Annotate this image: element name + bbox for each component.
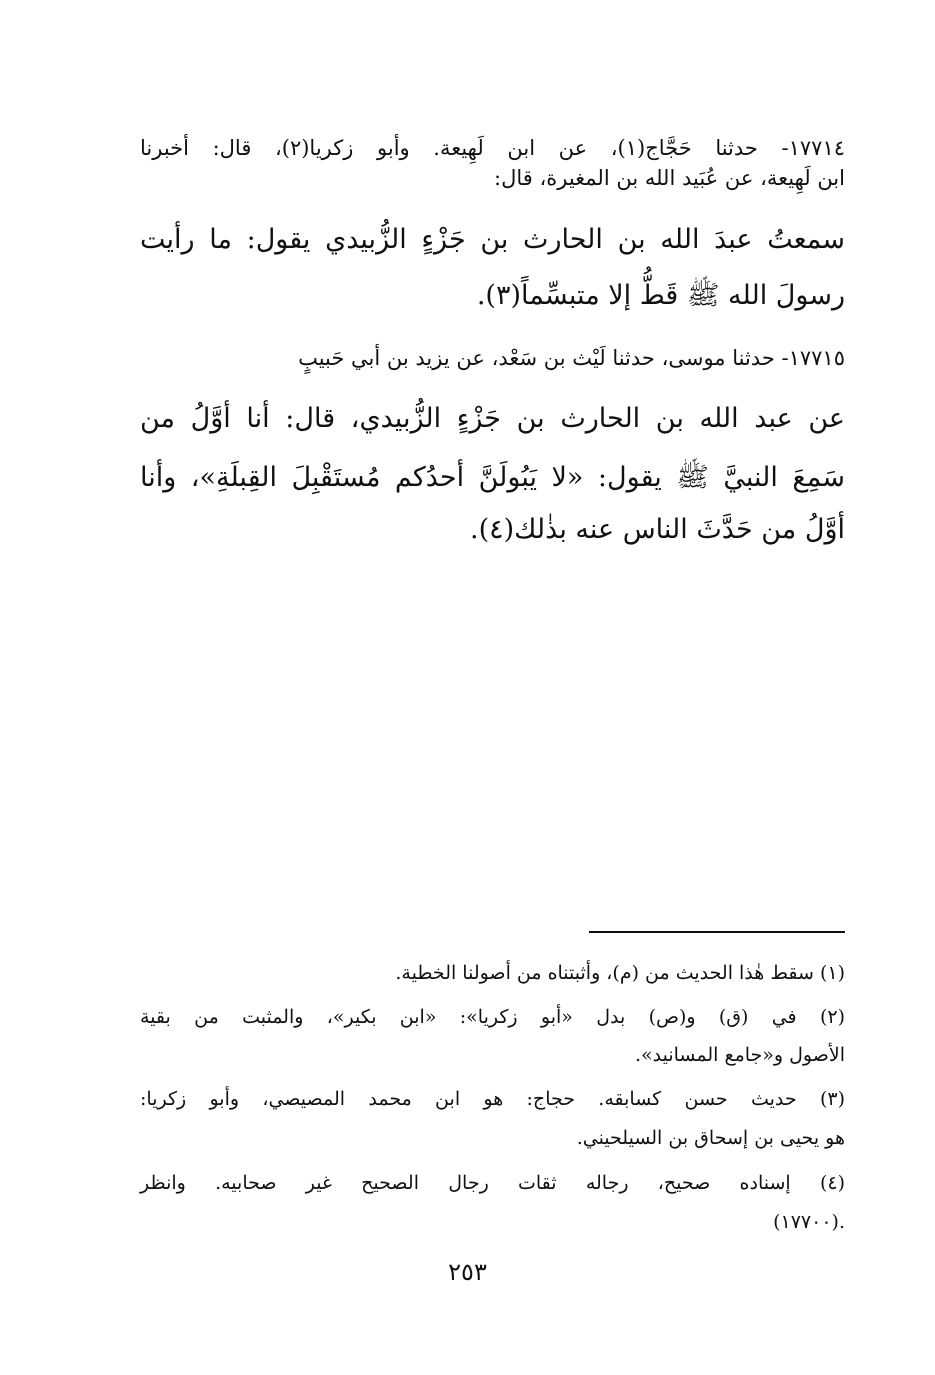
hadith-17715-matn-line-1: عن عبد الله بن الحارث بن جَزْءٍ الزُّبيدي، قال: أنا أوَّلُ من — [140, 403, 845, 434]
footnote-3-line-2: هو يحيى بن إسحاق بن السيلحيني. — [576, 1127, 845, 1149]
footnote-2-line-2: الأصول و«جامع المسانيد». — [634, 1044, 845, 1066]
hadith-17715-matn-line-2: سَمِعَ النبيَّ ﷺ يقول: «لا يَبُولَنَّ أحدُكم مُستَقْبِلَ القِبلَةِ»، وأنا — [140, 462, 845, 493]
hadith-17715-matn-line-3: أوَّلُ من حَدَّثَ الناس عنه بذٰلك(٤). — [469, 514, 845, 545]
hadith-17714-matn-line-1: سمعتُ عبدَ الله بن الحارث بن جَزْءٍ الزُّبيدي يقول: ما رأيت — [140, 224, 845, 255]
footnote-2-line-1: (٢) في (ق) و(ص) بدل «أبو زكريا»: «ابن بكير»، والمثبت من بقية — [140, 1006, 845, 1028]
hadith-17715-isnad-line-1: ١٧٧١٥- حدثنا موسى، حدثنا لَيْث بن سَعْد، عن يزيد بن أبي حَبيبٍ — [298, 346, 845, 370]
hadith-17714-matn-line-2: رسولَ الله ﷺ قَطُّ إلا متبسِّماً(٣). — [476, 280, 845, 311]
hadith-17714-isnad-line-1: ١٧٧١٤- حدثنا حَجَّاج(١)، عن ابن لَهِيعة. وأبو زكريا(٢)، قال: أخبرنا — [140, 136, 846, 160]
page-number: ٢٥٣ — [448, 1258, 487, 1286]
footnote-separator — [589, 931, 845, 933]
hadith-17714-isnad-line-2: ابن لَهِيعة، عن عُبَيد الله بن المغيرة، قال: — [494, 166, 845, 190]
footnote-4-line-1: (٤) إسناده صحيح، رجاله ثقات رجال الصحيح غير صحابيه. وانظر — [140, 1172, 845, 1194]
footnote-1: (١) سقط هٰذا الحديث من (م)، وأثبتناه من أصولنا الخطية. — [395, 962, 845, 984]
footnote-4-line-2: .(١٧٧٠٠) — [773, 1211, 845, 1233]
footnote-3-line-1: (٣) حديث حسن كسابقه. حجاج: هو ابن محمد المصيصي، وأبو زكريا: — [140, 1088, 845, 1110]
